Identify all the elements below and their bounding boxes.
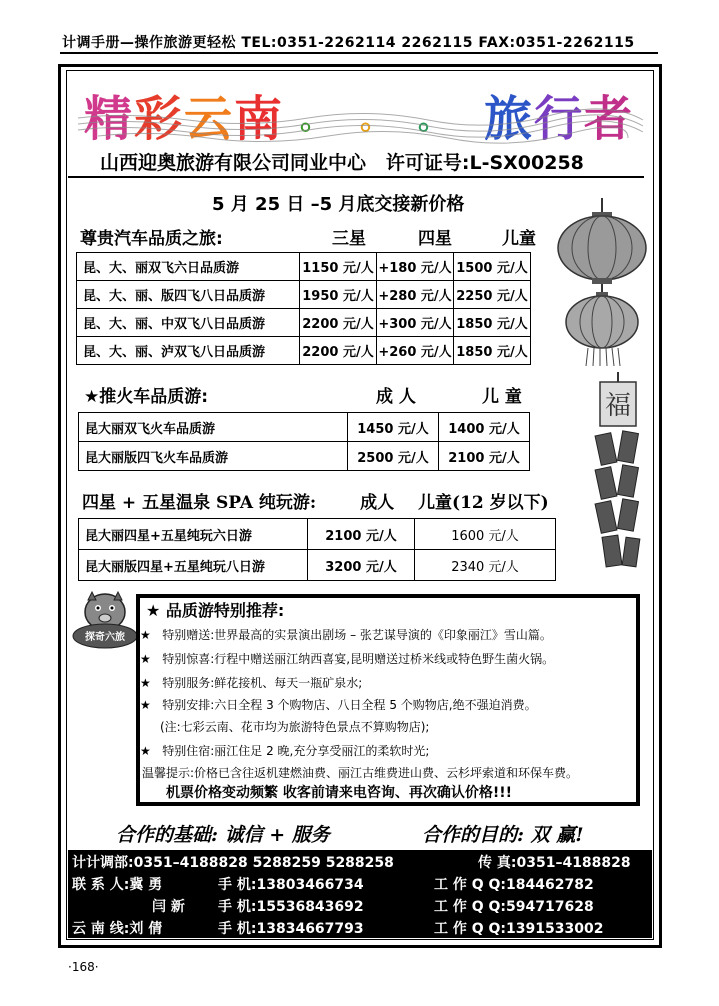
- page-number: ·168·: [68, 960, 99, 974]
- section1-title: 尊贵汽车品质之旅:: [80, 229, 223, 249]
- dispatch-phones: 0351–4188828 5288259 5288258: [133, 855, 394, 871]
- price-cell: +260 元/人: [377, 337, 454, 365]
- route-cell: 昆大丽双飞火车品质游: [79, 413, 348, 442]
- section2-col-header: 成 人: [376, 387, 416, 407]
- route-cell: 昆、大、丽、中双飞八日品质游: [77, 309, 300, 337]
- contact-name: 冀 勇: [129, 877, 163, 893]
- route-cell: 昆、大、丽、版四飞八日品质游: [77, 281, 300, 309]
- section3-title-text: 四星 + 五星温泉 SPA 纯玩游:: [82, 493, 317, 513]
- table-row: [77, 337, 531, 365]
- contact-label: 云 南 线:: [72, 921, 130, 937]
- fu-firecracker-icon: [592, 372, 650, 584]
- price-cell: 1950 元/人: [300, 281, 377, 309]
- price-cell: 1600 元/人: [415, 519, 556, 550]
- company-line: [100, 148, 584, 175]
- table-row: [77, 253, 531, 281]
- contact-name: 闫 新: [152, 899, 185, 915]
- price-cell: 2200 元/人: [300, 337, 377, 365]
- table-row: [77, 309, 531, 337]
- title-reflection-decoration: [68, 108, 648, 148]
- price-cell: 3200 元/人: [308, 550, 415, 581]
- contact-row-dispatch: [72, 852, 631, 872]
- contact-label: 联 系 人:: [72, 877, 130, 893]
- qq-number: 184462782: [506, 877, 594, 893]
- price-cell: 2100 元/人: [308, 519, 415, 550]
- table-row: [79, 519, 556, 550]
- qq-number: 1391533002: [506, 921, 604, 937]
- price-cell: +280 元/人: [377, 281, 454, 309]
- title-char: 云: [184, 91, 235, 147]
- mobile-number: 13803466734: [256, 877, 364, 893]
- table-row: [79, 550, 556, 581]
- recommendation-title: ★ 品质游特别推荐:: [146, 601, 285, 620]
- table-row: [79, 442, 530, 471]
- recommendation-item: ★ 特别赠送:世界最高的实景演出剧场 – 张艺谋导演的《印象丽江》雪山篇。: [140, 628, 552, 642]
- star-icon: ★: [140, 744, 151, 758]
- price-cell: 1500 元/人: [454, 253, 531, 281]
- price-cell: 1400 元/人: [439, 413, 530, 442]
- price-heading: 5 月 25 日 –5 月底交接新价格: [212, 194, 465, 215]
- section2-title: ★推火车品质游:: [84, 387, 209, 407]
- price-cell: +300 元/人: [377, 309, 454, 337]
- star-icon: ★: [140, 652, 151, 666]
- star-icon: ★: [140, 628, 151, 642]
- qq-number: 594717628: [506, 899, 594, 915]
- price-cell: 2200 元/人: [300, 309, 377, 337]
- title-char: 行: [534, 91, 585, 147]
- company-divider: [68, 176, 644, 178]
- title-char: 彩: [134, 91, 185, 147]
- recommendation-item: ★ 特别服务:鲜花接机、每天一瓶矿泉水;: [140, 676, 363, 690]
- recommendation-item: ★ 特别惊喜:行程中赠送丽江纳西喜宴,昆明赠送过桥米线或特色野生菌火锅。: [140, 652, 555, 666]
- section2-col-header: 儿 童: [482, 387, 522, 407]
- contact-label: 计计调部:: [72, 855, 134, 871]
- ticket-price-notice: 机票价格变动频繁 收客前请来电咨询、再次确认价格!!!: [166, 785, 513, 801]
- recommendation-note: (注:七彩云南、花市均为旅游特色景点不算购物店);: [160, 720, 430, 734]
- contact-row-person: 联 系 人:冀 勇 手 机:13803466734 工 作 Q Q:184462782: [72, 877, 594, 893]
- title-dot: 。: [360, 102, 390, 137]
- route-cell: 昆大丽四星+五星纯玩六日游: [79, 519, 308, 550]
- warm-tip: 温馨提示:价格已含往返机建燃油费、丽江古维费进山费、云杉坪索道和环保车费。: [142, 766, 579, 780]
- price-cell: 2340 元/人: [415, 550, 556, 581]
- tiger-badge-logo: [70, 588, 140, 654]
- fax-label: 传 真:: [478, 855, 517, 871]
- table-row: [77, 281, 531, 309]
- mobile-number: 13834667793: [256, 921, 364, 937]
- price-cell: 1150 元/人: [300, 253, 377, 281]
- route-cell: 昆、大、丽、泸双飞八日品质游: [77, 337, 300, 365]
- table-row: [79, 413, 530, 442]
- section1-col-header: 儿童: [502, 229, 536, 249]
- badge-text: 探奇六旅: [85, 632, 125, 643]
- price-cell: 2500 元/人: [348, 442, 439, 471]
- fu-character: 福: [604, 391, 632, 421]
- mobile-number: 15536843692: [256, 899, 364, 915]
- title-char: 旅: [484, 91, 535, 147]
- title-dot: 。: [418, 102, 448, 137]
- header-divider: [60, 52, 658, 54]
- section3-col-header: 儿童(12 岁以下): [418, 493, 549, 513]
- price-cell: 1450 元/人: [348, 413, 439, 442]
- contact-row-yunnan: 云 南 线:刘 倩 手 机:13834667793 工 作 Q Q:1391533002: [72, 921, 604, 937]
- section3-col-header: 成人: [360, 493, 395, 513]
- lantern-icon: [552, 198, 652, 368]
- title-char: 者: [584, 91, 635, 147]
- section1-col-header: 三星: [332, 229, 366, 249]
- price-cell: +180 元/人: [377, 253, 454, 281]
- price-cell: 2250 元/人: [454, 281, 531, 309]
- section3-title: [82, 488, 549, 513]
- star-icon: ★: [140, 698, 151, 712]
- license-number: 许可证号:L-SX00258: [385, 152, 584, 174]
- contact-name: 刘 倩: [129, 921, 163, 937]
- star-icon: ★: [140, 676, 151, 690]
- slogan-left: 合作的基础: 诚信 + 服务: [116, 824, 330, 846]
- header-contact-line: 计调手册—操作旅游更轻松 TEL:0351-2262114 2262115 FAX:0351-2262115: [62, 35, 635, 51]
- section1-col-header: 四星: [418, 229, 452, 249]
- price-cell: 1850 元/人: [454, 309, 531, 337]
- route-cell: 昆大丽版四星+五星纯玩八日游: [79, 550, 308, 581]
- company-name: 山西迎奥旅游有限公司同业中心: [100, 152, 367, 174]
- slogan-right: 合作的目的: 双 赢!: [422, 824, 584, 846]
- contact-block: 计计调部:0351–4188828 5288259 5288258 传 真:0351–4188828 联 系 人:冀 勇 手 机:13803466734 工 作 Q Q:184462782 闫 新 手 机:15536843692 工 作 Q Q:594717628 云 南 线:刘 倩 手 机:13834667793 工 作 Q Q:1391533002: [68, 850, 652, 938]
- price-cell: 2100 元/人: [439, 442, 530, 471]
- title-char: 精: [84, 91, 135, 147]
- section2-price-table: [78, 412, 530, 471]
- route-cell: 昆、大、丽双飞六日品质游: [77, 253, 300, 281]
- title-char: 南: [234, 91, 285, 147]
- route-cell: 昆大丽版四飞火车品质游: [79, 442, 348, 471]
- section1-price-table: [76, 252, 531, 365]
- recommendation-item: ★ 特别住宿:丽江住足 2 晚,充分享受丽江的柔软时光;: [140, 744, 430, 758]
- price-cell: 1850 元/人: [454, 337, 531, 365]
- section3-price-table: [78, 518, 556, 581]
- fax-number: 0351–4188828: [516, 855, 631, 871]
- recommendation-item: ★ 特别安排:六日全程 3 个购物店、八日全程 5 个购物店,绝不强迫消费。: [140, 698, 537, 712]
- title-dot: 。: [300, 102, 330, 137]
